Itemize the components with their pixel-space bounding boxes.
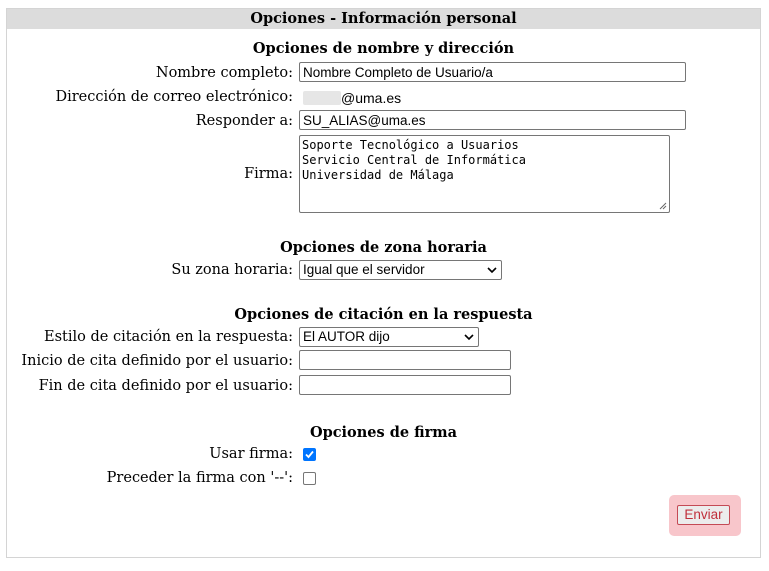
section-title-signature: Opciones de firma bbox=[309, 424, 458, 441]
use-signature-label: Usar firma: bbox=[209, 446, 293, 462]
checkmark-icon bbox=[304, 449, 315, 460]
citation-style-select[interactable] bbox=[299, 327, 479, 347]
citation-end-input[interactable] bbox=[299, 375, 511, 395]
chevron-down-icon bbox=[487, 266, 497, 274]
prefix-signature-label: Preceder la firma con '--': bbox=[106, 470, 293, 486]
citation-start-input[interactable] bbox=[299, 350, 511, 370]
timezone-select[interactable] bbox=[299, 260, 502, 280]
submit-highlight bbox=[669, 495, 741, 536]
reply-to-label: Responder a: bbox=[195, 113, 293, 129]
use-signature-checkbox[interactable] bbox=[303, 448, 316, 461]
signature-textarea[interactable] bbox=[299, 135, 670, 213]
citation-start-label: Inicio de cita definido por el usuario: bbox=[21, 353, 293, 369]
redacted-username bbox=[303, 91, 341, 105]
section-title-reply-citation: Opciones de citación en la respuesta bbox=[234, 306, 533, 323]
email-domain: @uma.es bbox=[341, 90, 402, 106]
timezone-label: Su zona horaria: bbox=[171, 262, 293, 278]
prefix-signature-checkbox[interactable] bbox=[303, 472, 316, 485]
section-title-timezone: Opciones de zona horaria bbox=[280, 239, 487, 256]
timezone-selected: Igual que el servidor bbox=[303, 262, 425, 277]
citation-style-label: Estilo de citación en la respuesta: bbox=[44, 329, 293, 345]
email-label: Dirección de correo electrónico: bbox=[55, 89, 293, 105]
citation-style-selected: El AUTOR dijo bbox=[303, 329, 390, 344]
email-value bbox=[299, 90, 401, 106]
submit-button[interactable]: Enviar bbox=[677, 505, 730, 525]
citation-end-label: Fin de cita definido por el usuario: bbox=[38, 378, 293, 394]
section-title-name-address: Opciones de nombre y dirección bbox=[252, 40, 515, 57]
chevron-down-icon bbox=[464, 333, 474, 341]
reply-to-input[interactable] bbox=[299, 110, 686, 130]
page-title: Opciones - Información personal bbox=[7, 9, 760, 29]
signature-label: Firma: bbox=[244, 166, 293, 182]
full-name-input[interactable] bbox=[299, 62, 686, 82]
full-name-label: Nombre completo: bbox=[155, 65, 293, 81]
resize-grip-icon[interactable] bbox=[659, 202, 667, 210]
options-panel bbox=[6, 8, 761, 558]
